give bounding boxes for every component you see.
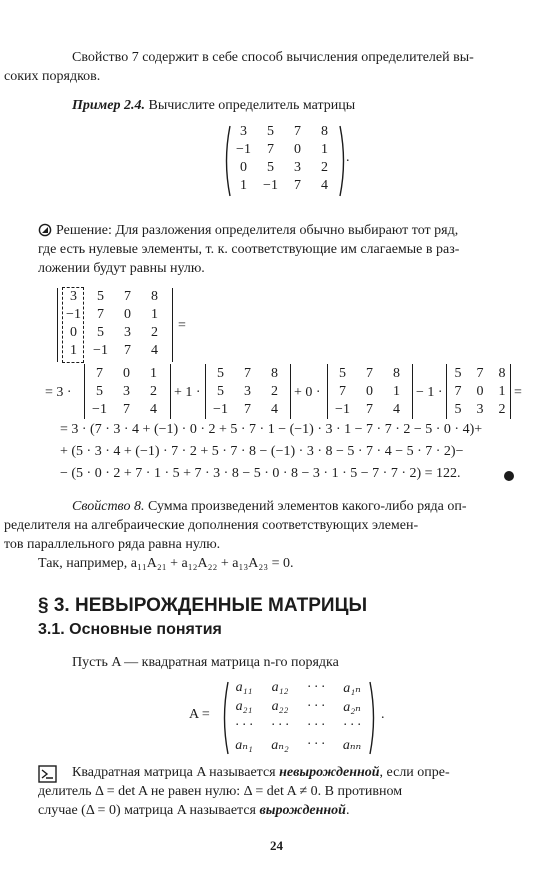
matrix-cell: · · · (307, 699, 325, 714)
matrix-cell: 2 (150, 384, 157, 399)
definition-line-1b: , если опре- (379, 765, 450, 780)
det-equals: = (178, 318, 186, 333)
term-nondegenerate: невырожденной (279, 765, 380, 780)
matrix-cell: · · · (235, 718, 253, 733)
matrix-cell: 0 (124, 307, 131, 322)
matrix-cell: a₂ₙ (343, 700, 361, 715)
matrix-cell: 0 (476, 384, 484, 399)
coef-2: + 1 · (174, 385, 201, 400)
example-label: Пример 2.4. (72, 98, 145, 113)
matrix-cell: 7 (454, 384, 462, 399)
matrix-cell: · · · (307, 737, 325, 752)
solution-paragraph (38, 221, 524, 278)
matrix-cell: 1 (240, 178, 247, 193)
matrix-cell: 5 (454, 402, 462, 417)
matrix-cell: 1 (498, 384, 506, 399)
definition-line-3b: . (345, 803, 350, 818)
matrix-cell: 0 (123, 366, 130, 381)
matrix-cell: 7 (244, 402, 251, 417)
det-left-bar (57, 288, 58, 362)
matrix-cell: 7 (476, 366, 484, 381)
property8-label: Свойство 8. (72, 499, 145, 514)
property8-example: Так, например, a₁₁A₂₁ + a₁₂A₂₂ + a₁₃A₂₃ = 0. (38, 556, 294, 571)
matrix-cell: 5 (454, 366, 462, 381)
matrix-cell: 8 (271, 366, 278, 381)
example-heading (72, 98, 355, 114)
example-matrix (222, 124, 352, 198)
matrix-cell: 8 (151, 289, 158, 304)
matrix-cell: 1 (151, 307, 158, 322)
coef-1: = 3 · (45, 385, 72, 400)
matrix-cell: 0 (366, 384, 373, 399)
property8-line-1: Сумма произведений элементов какого-либо ряда оп- (147, 499, 467, 514)
matrix-cell: −1 (263, 178, 278, 193)
matrix-cell: 8 (393, 366, 400, 381)
matrix-cell: −1 (66, 307, 81, 322)
matrix-cell: 0 (70, 325, 77, 340)
solution-line-1: Решение: Для разложения определителя обычно выбирают тот ряд, (56, 223, 459, 238)
matrix-cell: a₁₂ (271, 680, 289, 695)
matrix-cell: 3 (244, 384, 251, 399)
intro-paragraph (4, 48, 524, 86)
matrixA (220, 680, 380, 756)
matrix-cell: 0 (240, 160, 247, 175)
matrix-cell: 7 (366, 366, 373, 381)
matrix-cell: 1 (393, 384, 400, 399)
matrix-cell: 4 (151, 343, 158, 358)
matrix-cell: a₁ₙ (343, 681, 361, 696)
matrix-cell: 2 (498, 402, 506, 417)
matrix-cell: 7 (123, 402, 130, 417)
matrix-cell: 3 (124, 325, 131, 340)
intro-line-2: соких порядков. (4, 69, 101, 84)
matrix-cell: aₙ₁ (235, 738, 253, 753)
definition-line-2: делитель Δ = det A не равен нулю: Δ = det A ≠ 0. В противном (38, 784, 403, 799)
matrix-cell: 8 (321, 124, 328, 139)
matrix-cell: aₙₙ (342, 738, 362, 753)
section-title: НЕВЫРОЖДЕННЫЕ МАТРИЦЫ (74, 595, 368, 616)
matrix-cell: −1 (236, 142, 251, 157)
matrix-cell: −1 (213, 402, 228, 417)
matrix-cell: a₂₁ (235, 699, 253, 714)
subsection-title: Основные понятия (69, 621, 222, 638)
matrix-cell: 7 (244, 366, 251, 381)
matrix-cell: −1 (335, 402, 350, 417)
section-heading (38, 595, 367, 617)
matrix-cell: 1 (70, 343, 77, 358)
matrix-cell: 4 (271, 402, 278, 417)
matrix-cell: 2 (271, 384, 278, 399)
matrix-cell: 5 (267, 124, 274, 139)
intro-line-1: Свойство 7 содержит в себе способ вычисления определителей вы- (72, 50, 474, 65)
matrix-cell: 3 (70, 289, 77, 304)
matrix-cell: 8 (498, 366, 506, 381)
calc-line-1: = 3 · (7 · 3 · 4 + (−1) · 0 · 2 + 5 · 7 · 1 − (−1) · 3 · 1 − 7 · 7 · 2 − 5 · 0 · 4)+ (60, 422, 483, 437)
matrix-cell: 5 (96, 384, 103, 399)
matrix-cell: 5 (267, 160, 274, 175)
property8-line-3: тов параллельного ряда равна нулю. (4, 537, 221, 552)
matrix-cell: 1 (321, 142, 328, 157)
matrixA-period: . (381, 707, 385, 722)
example-text: Вычислите определитель матрицы (148, 98, 356, 113)
solution-line-2: где есть нулевые элементы, т. к. соответствующие им слагаемые в раз- (38, 242, 460, 257)
matrix-cell: 2 (151, 325, 158, 340)
matrix-cell: 5 (97, 325, 104, 340)
calc-line-2: + (5 · 3 · 4 + (−1) · 7 · 2 + 5 · 7 · 8 − (−1) · 3 · 8 − 5 · 7 · 4 − 5 · 7 · 2)− (60, 444, 464, 459)
section-number: § 3. (38, 595, 70, 616)
matrix-cell: · · · (307, 718, 325, 733)
end-of-solution-icon (503, 470, 515, 482)
matrix-cell: a₁₁ (235, 680, 253, 695)
matrix-cell: 1 (150, 366, 157, 381)
matrix-cell: 4 (393, 402, 400, 417)
subsection-number: 3.1. (38, 621, 65, 638)
matrix-cell: · · · (271, 718, 289, 733)
page-number: 24 (270, 838, 283, 853)
matrix-cell: −1 (92, 402, 107, 417)
matrix-cell: 7 (267, 142, 274, 157)
matrix-cell: 3 (476, 402, 484, 417)
matrix-cell: 4 (321, 178, 328, 193)
coef-4: − 1 · (416, 385, 443, 400)
matrix-cell: 2 (321, 160, 328, 175)
matrixA-intro: Пусть A — квадратная матрица n-го порядка (72, 655, 339, 670)
det-right-bar (172, 288, 173, 362)
calc-line-3: − (5 · 0 · 2 + 7 · 1 · 5 + 7 · 3 · 8 − 5 · 0 · 8 − 3 · 1 · 5 − 7 · 7 · 2) = 122. (60, 466, 461, 481)
matrix-cell: · · · (307, 680, 325, 695)
definition-paragraph (38, 763, 524, 820)
matrix-cell: a₂₂ (271, 699, 289, 714)
matrix-cell: −1 (93, 343, 108, 358)
subsection-heading (38, 621, 222, 639)
definition-line-1a: Квадратная матрица A называется (72, 765, 280, 780)
term-degenerate: вырожденной (259, 803, 346, 818)
matrix-cell: 7 (97, 307, 104, 322)
property8-paragraph (4, 497, 524, 573)
matrix-cell: 7 (366, 402, 373, 417)
matrix-cell: 7 (294, 178, 301, 193)
matrix-cell: 5 (217, 384, 224, 399)
expansion-equals: = (514, 385, 522, 400)
matrix-cell: 7 (339, 384, 346, 399)
definition-line-3a: случае (Δ = 0) матрица A называется (38, 803, 260, 818)
matrix-cell: 7 (124, 343, 131, 358)
matrixA-lhs: A = (189, 707, 210, 722)
matrix-cell: aₙ₂ (271, 738, 289, 753)
matrix-cell: 3 (294, 160, 301, 175)
matrix-cell: 3 (240, 124, 247, 139)
property8-line-2: ределителя на алгебраические дополнения соответствующих элемен- (4, 518, 419, 533)
matrix-cell: · · · (343, 718, 361, 733)
matrix-cell: 0 (294, 142, 301, 157)
matrix-cell: 4 (150, 402, 157, 417)
matrix-cell: 7 (124, 289, 131, 304)
matrix-cell: 5 (217, 366, 224, 381)
matrix-cell: 5 (97, 289, 104, 304)
solution-line-3: ложении будут равны нулю. (38, 261, 205, 276)
matrix-cell: 5 (339, 366, 346, 381)
matrix-period: . (346, 150, 350, 165)
matrix-cell: 7 (96, 366, 103, 381)
matrix-cell: 7 (294, 124, 301, 139)
matrix-cell: 3 (123, 384, 130, 399)
coef-3: + 0 · (294, 385, 321, 400)
